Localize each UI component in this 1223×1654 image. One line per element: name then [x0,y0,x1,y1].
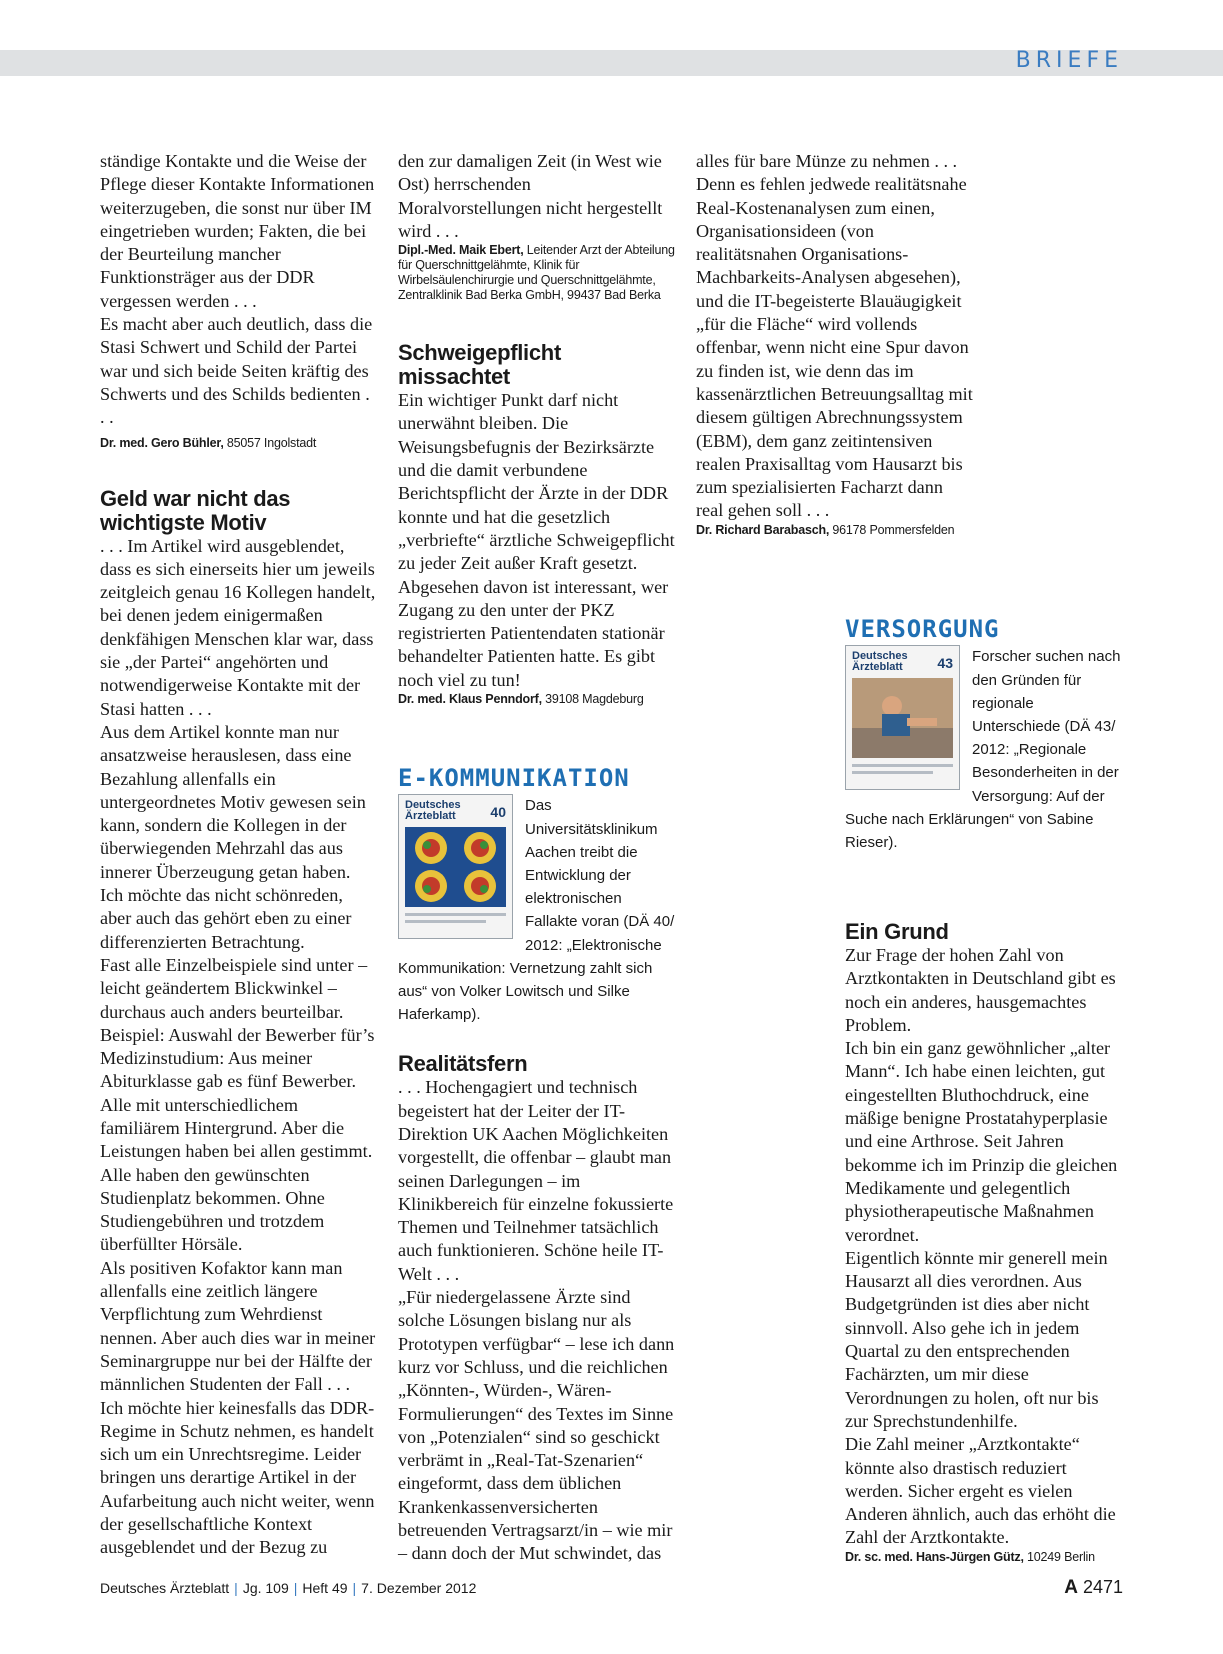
magazine-cover [845,645,960,790]
paragraph: Ich möchte hier keinesfalls das DDR-Regime in Schutz nehmen, es handelt sich um ein Unrechtsregime. Leider bringen uns derartige Artikel in der Aufarbeitung auch nicht weiter, wenn der gesellschaftliche Kontext ausgeblendet und der Bezug zu [100,1397,375,1558]
signature: Dipl.-Med. Maik Ebert, Leitender Arzt der Abteilung für Querschnittgelähmte, Klinik für Wirbelsäulenchirurgie und Querschnittgelähmte, Zentralklinik Bad Berka GmbH, 99437 Bad Berka [398,243,675,303]
letter-heading: Geld war nicht das wichtigste Motiv [100,485,291,535]
cover-masthead: Deutsches Ärzteblatt [405,799,461,823]
cover-masthead: Deutsches Ärzteblatt [852,650,908,674]
magazine-cover [398,794,513,939]
paragraph: alles für bare Münze zu nehmen . . . Denn es fehlen jedwede realitätsnahe Real-Kostenanalysen zum einen, Organisationsideen (von realitätsnahen Organisations-Machbarkeits-Analysen abgesehen), und die IT-begeisterte Blauäugigkeit „für die Fläche“ wird vollends offenbar, wenn nicht eine Spur davon zu finden ist, wie denn das im kassenärztlichen Betreuungsalltag mit diesem gültigen Abrechnungssystem (EBM), dem ganz zeitintensiven realen Praxisalltag vom Hausarzt bis zum spezialisierten Facharzt dann real gehen soll . . . [696,151,973,521]
column-1 [100,150,378,1560]
footer-journal: Deutsches Ärzteblatt [100,1580,230,1596]
paragraph: Ein wichtiger Punkt darf nicht unerwähnt bleiben. Die Weisungsbefugnis der Bezirksärzte und die damit verbundene Berichtspflicht der Ärzte in der DDR konnte und hat die gesetzlich „verbriefte“ ärztliche Schweigepflicht zu jeder Zeit außer Kraft gesetzt. Abgesehen davon ist interessant, wer Zugang zu den unter der PKZ registrierten Patientendaten stationär behandelter Patienten hatte. Es gibt noch viel zu tun! [398,390,675,690]
footer: Deutsches Ärzteblatt | Jg. 109 | Heft 49 | 7. Dezember 2012 [100,1580,477,1596]
signature: Dr. Richard Barabasch, 96178 Pommersfelden [696,522,955,537]
signature: Dr. med. Klaus Penndorf, 39108 Magdeburg [398,692,644,707]
paragraph: Eigentlich könnte mir generell mein Hausarzt all dies verordnen. Aus Budgetgründen ist dies aber nicht sinnvoll. Also gehe ich in jedem Quartal zu den entsprechenden Fachärzten, um mir diese Verordnungen zu holen, oft nur bis zur Sprechstundenhilfe. [845,1247,1108,1431]
teaser: Deutsches Ärzteblatt 43 Forscher suchen nach den Gründen für regionale Unterschiede (DÄ 43/ 2012: „Regionale Besonderheiten in der Versorgung: Auf der Suche nach Erklärungen“ von Sabine Rieser). [845,645,1125,854]
column-3 [696,150,974,538]
page-number: A 2471 [1064,1577,1123,1598]
paragraph: Aus dem Artikel konnte man nur ansatzweise herauslesen, dass eine Bezahlung allenfalls ein untergeordnetes Motiv gewesen sein kann, sondern die Kollegen in der überwiegenden Mehrzahl das aus innerer Überzeugung getan haben. Ich möchte das nicht schönreden, aber auch das gehört eben zu einer differenzierten Betrachtung. [100,721,366,952]
teaser: Deutsches Ärzteblatt 40 Das Universitätsklinikum Aachen treibt die Entwicklung der elektronischen Fallakte voran (DÄ 40/ 2012: „Elektronische Kommunikation: Vernetzung zahlt sich aus“ von Volker Lowitsch und Silke Haferkamp). [398,794,676,1026]
paragraph: Zur Frage der hohen Zahl von Arztkontakten in Deutschland gibt es noch ein anderes, hausgemachtes Problem. [845,945,1116,1035]
paragraph: Fast alle Einzelbeispiele sind unter – leicht geändertem Blickwinkel – durchaus auch anders beurteilbar. Beispiel: Auswahl der Bewerber für’s Medizinstudium: Aus meiner Abiturklasse gab es fünf Bewerber. Alle mit unterschiedlichem familiärem Hintergrund. Aber die Leistungen haben bei allen gestimmt. Alle haben den gewünschten Studienplatz bekommen. Ohne Studiengebühren und trotzdem überfüllter Hörsäle. [100,954,375,1255]
cover-issue-number: 43 [937,655,953,672]
versorgung-box [845,615,1125,854]
paragraph: . . . Hochengagiert und technisch begeistert hat der Leiter der IT-Direktion UK Aachen Möglichkeiten vorgestellt, die offenbar – glaubt man seinen Darlegungen – im Klinikbereich für einzelne fokussierte Themen und Teilnehmer tatsächlich auch funktionieren. Schöne heile IT-Welt . . . [398,1077,674,1284]
category-heading: E-KOMMUNIKATION [398,764,630,793]
footer-volume: Jg. 109 [242,1580,289,1596]
paragraph: ständige Kontakte und die Weise der Pflege dieser Kontakte Informationen weiterzugeben, die sonst nur über IM eingetrieben wurden; Fakten, die bei der Beurteilung mancher Funktionsträger aus der DDR vergessen werden . . . [100,151,375,311]
paragraph: Ich bin ein ganz gewöhnlicher „alter Mann“. Ich habe einen leichten, gut eingestellten Bluthochdruck, eine mäßige benigne Prostatahyperplasie und eine Arthrose. Seit Jahren bekomme ich im Prinzip die gleichen Medikamente und gelegentlich physiotherapeutische Maßnahmen verordnet. [845,1038,1118,1245]
footer-date: 7. Dezember 2012 [361,1580,477,1596]
cover-image [405,827,506,907]
footer-issue: Heft 49 [302,1580,348,1596]
category-heading: VERSORGUNG [845,615,1000,643]
paragraph: „Für niedergelassene Ärzte sind solche Lösungen bislang nur als Prototypen verfügbar“ – lese ich dann kurz vor Schluss, und die reichlichen „Könnten-, Würden-, Wären-Formulierungen“ des Textes im Sinne von „Potenzialen“ sind so geschickt verbrämt in „Real-Tat-Szenarien“ eingeformt, dass dem üblichen Krankenkassenversicherten betreuenden Vertragsarzt/in – wie mir – dann doch der Mut schwindet, das [398,1287,675,1564]
paragraph: Die Zahl meiner „Arztkontakte“ könnte also drastisch reduziert werden. Sicher ergeht es vielen Anderen ähnlich, auch das erhöht die Zahl der Arztkontakte. [845,1434,1116,1548]
cover-image [852,678,953,758]
cover-issue-number: 40 [490,804,506,821]
paragraph: den zur damaligen Zeit (in West wie Ost) herrschenden Moralvorstellungen nicht hergestellt wird . . . [398,151,663,241]
letter-heading: Ein Grund [845,919,949,944]
paragraph: Es macht aber auch deutlich, dass die Stasi Schwert und Schild der Partei war und sich beide Seiten kräftig des Schwerts und des Schilds bedienten . . . [100,314,373,428]
signature: Dr. sc. med. Hans-Jürgen Gütz, 10249 Berlin [845,1549,1095,1564]
paragraph: . . . Im Artikel wird ausgeblendet, dass es sich einerseits hier um jeweils zeitgleich genau 16 Kollegen handelt, bei denen jedem einigermaßen denkfähigen Menschen klar war, dass sie „der Partei“ angehörten und notwendigerweise Kontakte mit der Stasi hatten . . . [100,535,376,719]
paragraph: Als positiven Kofaktor kann man allenfalls eine zeitlich längere Verpflichtung zum Wehrdienst nennen. Aber auch dies war in meiner Seminargruppe nur bei der Hälfte der männlichen Studenten der Fall . . . [100,1257,376,1395]
column-4 [845,920,1125,1565]
section-label: BRIEFE [1015,48,1123,73]
signature: Dr. med. Gero Bühler, 85057 Ingolstadt [100,435,317,450]
column-2 [398,150,676,1566]
letter-heading: Schweigepflicht missachtet [398,340,561,390]
letter-heading: Realitätsfern [398,1051,528,1077]
